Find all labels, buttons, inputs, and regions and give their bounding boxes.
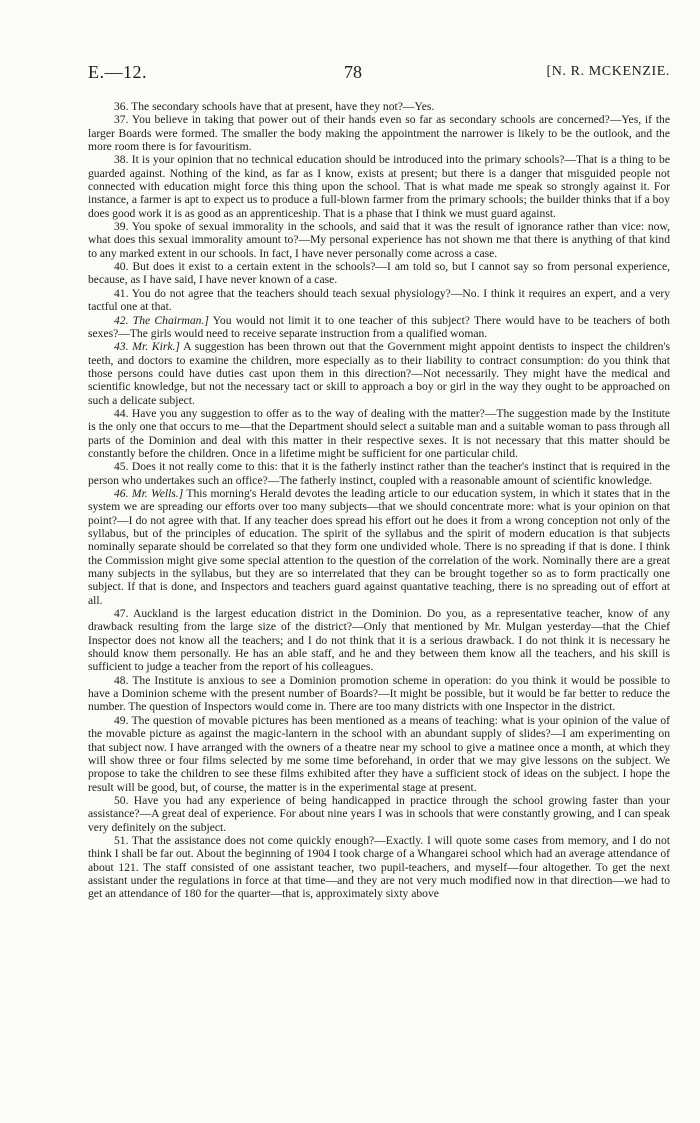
paragraph-text: This morning's Herald devotes the leading article to our education system, in which it states that in the system we are spreading our efforts over too many subjects—that we should concentrate more: what is your opinion on that point?—I do not agree with that. If any teacher does spread his effort out he does it from a wrong conception not only of the syllabus, but of the principles of education. The spirit of the syllabus and the spirit of modern education is that subjects nominally separate should be correlated so that they form one undivided whole. There is no spreading if that is done. I think the Commission might give some special attention to the question of the correlation of the work. Nominally there are a great many subjects in the syllabus, but they are so interrelated that they can be brought together so as to form practically one subject. If that is done, and Inspectors and teachers guard against quantative teaching, there is no spreading out of effort at all. bbox=[88, 486, 670, 607]
paragraph bbox=[88, 834, 670, 901]
paragraph bbox=[88, 487, 670, 607]
paragraph bbox=[88, 100, 670, 113]
speaker-lead: 46. Mr. Wells.] bbox=[114, 486, 184, 500]
paragraph bbox=[88, 460, 670, 487]
paragraph-text: 45. Does it not really come to this: that it is the fatherly instinct rather than the teacher's instinct that is required in the person who undertakes such an office?—The fatherly instinct, coupled with a reasonable amount of scientific knowledge. bbox=[88, 460, 670, 487]
document-code: E.—12. bbox=[88, 62, 147, 82]
paragraph bbox=[88, 220, 670, 260]
speaker-lead: 42. The Chairman.] bbox=[114, 313, 209, 327]
paragraph-text: 40. But does it exist to a certain extent in the schools?—I am told so, but I cannot say so from personal experience, because, as I have said, I have never known of a case. bbox=[88, 260, 670, 287]
paragraph bbox=[88, 153, 670, 220]
paragraph-text: 50. Have you had any experience of being handicapped in practice through the school growing faster than your assistance?—A great deal of experience. For about nine years I was in schools that were constantly growing, and I can speak very definitely on the subject. bbox=[88, 793, 670, 834]
paragraph-text: 44. Have you any suggestion to offer as to the way of dealing with the matter?—The suggestion made by the Institute is the only one that occurs to me—that the Department should select a suitable man and a suitable woman to pass through all parts of the Dominion and deal with this matter in their respective sexes. It is not necessary that this matter should be constantly before the children. Once in a lifetime might be sufficient for one particular child. bbox=[88, 406, 670, 460]
paragraph bbox=[88, 407, 670, 460]
body-text bbox=[88, 100, 670, 901]
page-number: 78 bbox=[344, 62, 362, 82]
paragraph bbox=[88, 314, 670, 341]
paragraph-text: 47. Auckland is the largest education district in the Dominion. Do you, as a representative teacher, know of any drawback resulting from the large size of the district?—Only that mentioned by Mr. Mulgan yesterday—that the Chief Inspector does not know all the teachers; and I do not think that it is a serious drawback. I do not think it is necessary he should know them personally. He has an able staff, and he and they between them know all the teachers, and his skill is sufficient to judge a teacher from the report of his colleagues. bbox=[88, 607, 670, 674]
paragraph-text: 51. That the assistance does not come quickly enough?—Exactly. I will quote some cases from memory, and I do not think I shall be far out. About the beginning of 1904 I took charge of a Whangarei school which had an average attendance of about 121. The staff consisted of one assistant teacher, two pupil-teachers, and myself—four altogether. To get the next assistant under the regulations in force at that time—and they are not very much modified now in that direction—we had to get an attendance of 180 for the quarter—that is, approximately sixty above bbox=[88, 833, 670, 901]
paragraph-text: A suggestion has been thrown out that the Government might appoint dentists to inspect the children's teeth, and doctors to examine the children, more especially as to their liability to contract consumption: do you think that those persons could have duties cast upon them in this direction?—Not necessarily. They might have the medical and scientific knowledge, but not the necessary tact or skill to approach a boy or girl in the way they ought to be approached on such a delicate subject. bbox=[88, 340, 671, 407]
paragraph-text: 37. You believe in taking that power out of their hands even so far as secondary schools are concerned?—Yes, if the larger Boards were formed. The smaller the body making the appointment the narrower is likely to be the outlook, and the more room there is for favouritism. bbox=[88, 113, 670, 154]
paragraph-text: 49. The question of movable pictures has been mentioned as a means of teaching: what is your opinion of the value of the movable picture as against the magic-lantern in the school with an abundant supply of slides?—I am experimenting on that subject now. I have arranged with the owners of a theatre near my school to give a matinee once a month, at which they will show three or four films selected by me some time beforehand, in order that we may give lessons on the subject. We propose to take the children to see these films exhibited after they have a sufficient stock of ideas on the subject. I hope the result will be good, but, of course, the matter is in the experimental stage at present. bbox=[88, 713, 670, 794]
paragraph-text: 48. The Institute is anxious to see a Dominion promotion scheme in operation: do you think it would be possible to have a Dominion scheme with the present number of Boards?—It might be possible, but it would be far better to reduce the number. The question of Inspectors would come in. There are too many districts with one Inspector in the district. bbox=[88, 673, 670, 714]
paragraph bbox=[88, 607, 670, 674]
paragraph-text: 36. The secondary schools have that at present, have they not?—Yes. bbox=[114, 100, 435, 113]
witness-name: [N. R. MCKENZIE. bbox=[546, 64, 670, 79]
paragraph bbox=[88, 340, 670, 407]
paragraph bbox=[88, 794, 670, 834]
paragraph-text: 38. It is your opinion that no technical education should be introduced into the primary schools?—That is a thing to be guarded against. Nothing of the kind, as far as I know, exists at present; but there is a danger that misguided people not connected with education might force this thing upon the school. That is what made me speak so strongly against it. For instance, a farmer is apt to expect us to produce a full-blown farmer from the primary schools; the builder thinks that if a boy does good work it is as good as an apprenticeship. That is a phase that I think we must guard against. bbox=[88, 153, 670, 220]
paragraph bbox=[88, 113, 670, 153]
paragraph bbox=[88, 260, 670, 287]
paragraph bbox=[88, 674, 670, 714]
paragraph-text: 41. You do not agree that the teachers should teach sexual physiology?—No. I think it requires an expert, and a very tactful one at that. bbox=[88, 286, 670, 314]
page-header bbox=[88, 62, 670, 88]
paragraph bbox=[88, 287, 670, 314]
speaker-lead: 43. Mr. Kirk.] bbox=[114, 340, 180, 354]
paragraph-text: You would not limit it to one teacher of this subject? There would have to be teachers of both sexes?—The girls would need to receive separate instruction from a qualified woman. bbox=[88, 313, 670, 340]
paragraph bbox=[88, 714, 670, 794]
paragraph-text: 39. You spoke of sexual immorality in the schools, and said that it was the result of ignorance rather than vice: now, what does this sexual immorality amount to?—My personal experience has not shown me that there is anything of that kind to any marked extent in our schools. In fact, I have never personally come across a case. bbox=[88, 220, 670, 260]
